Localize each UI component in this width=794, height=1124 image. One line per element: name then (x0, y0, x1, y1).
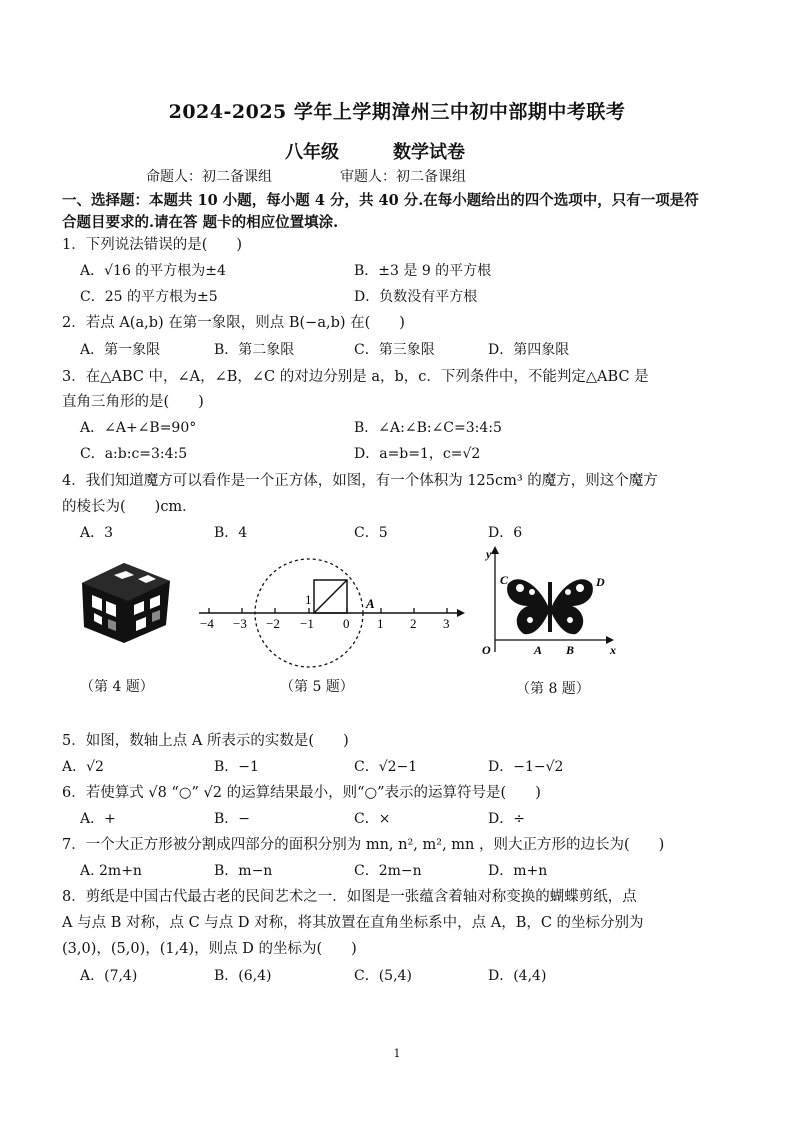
tick-label: 1 (377, 616, 384, 631)
question-6-stem: 6．若使算式 √8 “○” √2 的运算结果最小，则“○”表示的运算符号是( ) (62, 785, 541, 801)
number-line-figure (195, 556, 465, 676)
question-2-option-b: B．第二象限 (214, 342, 295, 358)
butterfly-coordinate-figure (478, 544, 618, 660)
exam-title: 2024-2025 学年上学期漳州三中初中部期中考联考 (168, 101, 626, 123)
question-5-option-c: C．√2−1 (354, 759, 418, 775)
question-7-stem: 7．一个大正方形被分割成四部分的面积分别为 mn, n², m², mn ，则大正方形的边长为( ) (62, 837, 665, 853)
point-b-label: B (566, 643, 575, 657)
x-axis-label: x (610, 643, 616, 657)
question-1-option-a: A．√16 的平方根为±4 (80, 263, 226, 279)
question-8-stem-line3: (3,0)，(5,0)，(1,4)，则点 D 的坐标为( ) (62, 941, 357, 957)
question-5-option-b: B．−1 (214, 759, 259, 775)
question-4-option-d: D．6 (488, 525, 523, 541)
question-7-option-b: B．m−n (214, 863, 273, 879)
question-7-option-d: D．m+n (488, 863, 548, 879)
question-1-option-d: D．负数没有平方根 (354, 289, 478, 305)
question-5-option-a: A．√2 (62, 759, 104, 775)
question-1-stem: 1．下列说法错误的是( ) (62, 237, 243, 253)
tick-label: −2 (266, 616, 280, 631)
question-3-option-d: D．a=b=1，c=√2 (354, 446, 481, 462)
figure-5-caption: （第 5 题） (280, 679, 354, 695)
question-3-stem-line2: 直角三角形的是( ) (62, 394, 204, 410)
question-8-stem-line1: 8．剪纸是中国古代最古老的民间艺术之一．如图是一张蕴含着轴对称变换的蝴蝶剪纸，点 (62, 889, 637, 905)
question-2-option-a: A．第一象限 (80, 342, 161, 358)
question-3-option-c: C．a:b:c=3:4:5 (80, 446, 188, 462)
question-1-option-b: B．±3 是 9 的平方根 (354, 263, 492, 279)
question-2-stem: 2．若点 A(a,b) 在第一象限，则点 B(−a,b) 在( ) (62, 315, 405, 331)
question-1-option-c: C．25 的平方根为±5 (80, 289, 218, 305)
authors-line: 命题人：初二备课组 (146, 169, 272, 185)
question-4-stem-line1: 4．我们知道魔方可以看作是一个正方体，如图，有一个体积为 125cm³ 的魔方，则这个魔方 (62, 473, 658, 489)
question-8-option-c: C．(5,4) (354, 968, 412, 984)
question-2-option-d: D．第四象限 (488, 342, 570, 358)
question-3-option-a: A．∠A+∠B=90° (80, 420, 197, 436)
tick-label: 0 (343, 616, 350, 631)
question-4-option-b: B．4 (214, 525, 248, 541)
page-number: 1 (393, 1047, 401, 1060)
point-d-label: D (596, 575, 605, 589)
question-6-option-d: D．÷ (488, 811, 525, 827)
subject-label: 数学试卷 (393, 142, 465, 163)
tick-label: −3 (233, 616, 247, 631)
question-8-option-a: A．(7,4) (80, 968, 138, 984)
question-6-option-c: C．× (354, 811, 391, 827)
figure-8-caption: （第 8 题） (516, 681, 590, 697)
figure-4-caption: （第 4 题） (80, 679, 154, 695)
reviewers-line: 审题人：初二备课组 (340, 169, 466, 185)
question-5-option-d: D．−1−√2 (488, 759, 564, 775)
question-4-option-a: A．3 (80, 525, 114, 541)
question-6-option-a: A．+ (80, 811, 116, 827)
question-6-option-b: B．− (214, 811, 251, 827)
tick-label: 3 (443, 616, 450, 631)
question-8-option-b: B．(6,4) (214, 968, 272, 984)
tick-label: −4 (200, 616, 214, 631)
point-a-label: A (366, 596, 375, 611)
question-8-stem-line2: A 与点 B 对称，点 C 与点 D 对称，将其放置在直角坐标系中，点 A，B，C 的坐标分别为 (62, 915, 644, 931)
tick-label: −1 (300, 616, 314, 631)
question-3-stem-line1: 3．在△ABC 中，∠A，∠B，∠C 的对边分别是 a，b，c．下列条件中，不能判定△ABC 是 (62, 369, 649, 385)
point-c-label: C (500, 573, 509, 587)
unit-length-label: 1 (305, 592, 312, 607)
question-2-option-c: C．第三象限 (354, 342, 435, 358)
point-a-label: A (534, 643, 543, 657)
question-4-stem-line2: 的棱长为( )cm． (62, 499, 197, 515)
question-7-option-a: A. 2m+n (80, 863, 142, 879)
question-7-option-c: C．2m−n (354, 863, 422, 879)
question-8-option-d: D．(4,4) (488, 968, 547, 984)
y-axis-label: y (486, 547, 492, 561)
question-5-stem: 5．如图，数轴上点 A 所表示的实数是( ) (62, 733, 349, 749)
tick-label: 2 (410, 616, 417, 631)
question-4-option-c: C．5 (354, 525, 388, 541)
section-intro: 一、选择题：本题共 10 小题，每小题 4 分，共 40 分.在每小题给出的四个选项中，只有一项是符合题目要求的.请在答 题卡的相应位置填涂. (62, 192, 699, 231)
origin-label: O (482, 643, 491, 657)
rubiks-cube-figure (74, 555, 174, 645)
question-3-option-b: B．∠A:∠B:∠C=3:4:5 (354, 420, 502, 436)
grade-label: 八年级 (285, 142, 339, 163)
